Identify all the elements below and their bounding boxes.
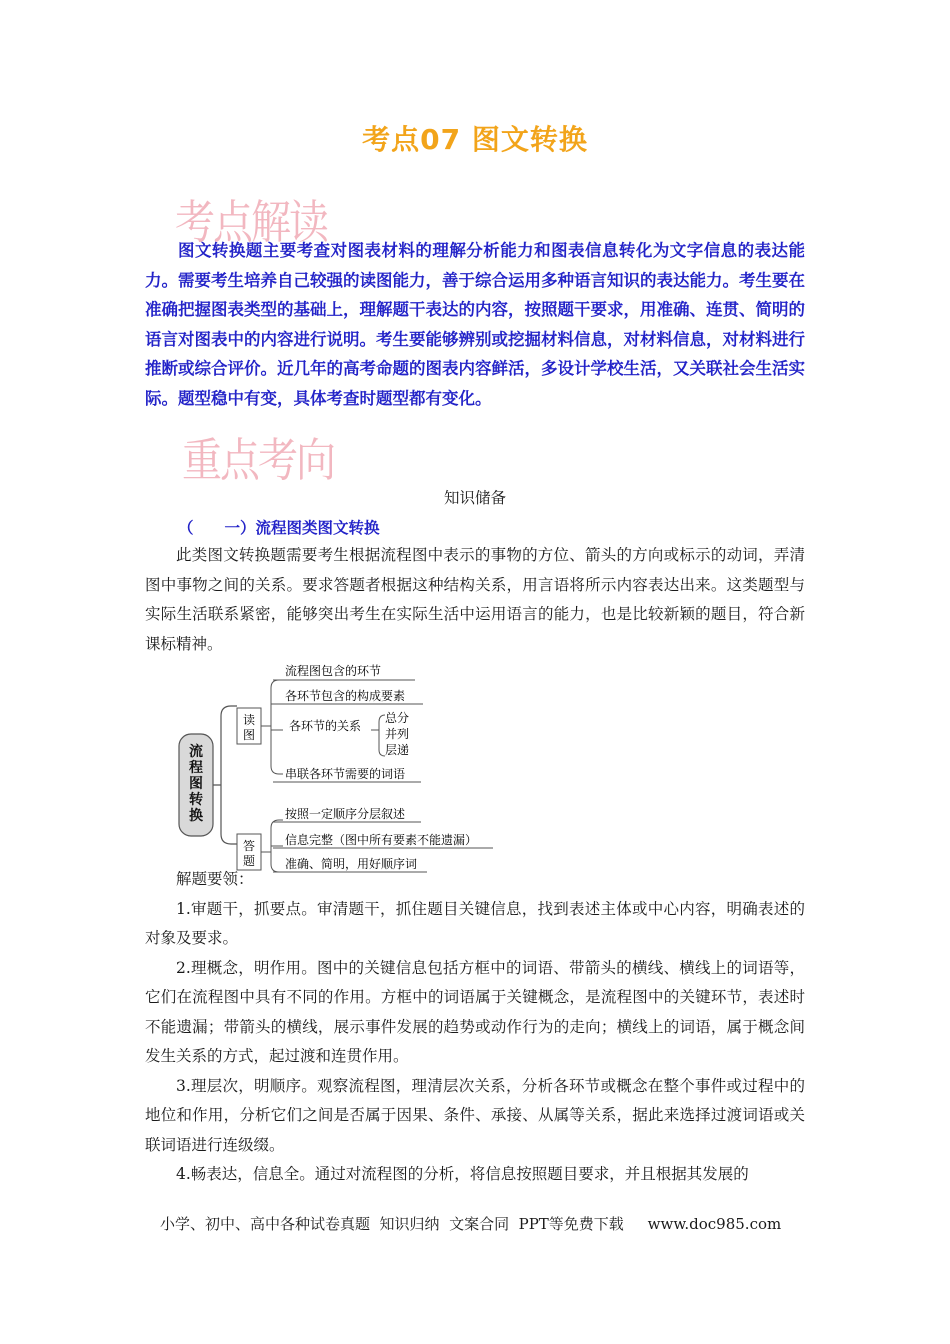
read-item-4: 串联各环节需要的词语 [285,767,406,781]
intro-block [145,236,805,413]
root-node-char: 程 [189,760,203,776]
tip-2: 2.理概念，明作用。图中的关键信息包括方框中的词语、带箭头的横线、横线上的词语等，它们在流程图中具有不同的作用。方框中的词语属于关键概念，是流程图中的关键环节，表述时不能遗漏；带箭头的横线，展示事件发展的趋势或动作行为的走向；横线上的词语，属于概念间发生关系的方式，起过渡和连贯作用。 [145,958,805,1065]
root-connector [213,706,237,844]
tips-block [145,865,805,1190]
relation-type-1: 总分 [385,711,410,725]
read-item-1: 流程图包含的环节 [285,664,382,678]
read-node-label-2: 图 [242,728,256,742]
root-node-label [189,743,203,824]
relation-type-2: 并列 [385,727,410,741]
relation-bracket [371,715,385,756]
intro-paragraph: 图文转换题主要考查对图表材料的理解分析能力和图表信息转化为文字信息的表达能力。需要考生培养自己较强的读图能力，善于综合运用多种语言知识的表达能力。考生要在准确把握图表类型的基础上，理解题干表达的内容，按照题干要求，用准确、连贯、简明的语言对图表中的内容进行说明。考生要能够辨别或挖掘材料信息，对材料信息，对材料进行推断或综合评价。近几年的高考命题的图表内容鲜活，多设计学校生活，又关联社会生活实际。题型稳中有变，具体考查时题型都有变化。 [145,241,805,408]
page-title: 考点07 图文转换 [362,123,588,156]
root-node-char: 转 [189,792,203,808]
section-body [145,541,805,659]
answer-item-2: 信息完整（图中所有要素不能遗漏） [285,833,478,847]
read-node-label-1: 读 [242,713,256,727]
root-node-char: 流 [189,744,203,760]
read-item-2: 各环节包含的构成要素 [285,689,406,703]
tip-4: 4.畅表达，信息全。通过对流程图的分析，将信息按照题目要求，并且根据其发展的 [176,1165,749,1183]
root-node-char: 换 [189,808,203,824]
section-paragraph: 此类图文转换题需要考生根据流程图中表示的事物的方位、箭头的方向或标示的动词，弄清图中事物之间的关系。要求答题者根据这种结构关系，用言语将所示内容表达出来。这类题型与实际生活联系紧密，能够突出考生在实际生活中运用语言的能力，也是比较新颖的题目，符合新课标精神。 [145,546,805,653]
tip-1: 1.审题干，抓要点。审清题干，抓住题目关键信息，找到表述主体或中心内容，明确表述的对象及要求。 [145,899,805,947]
flowchart-diagram [175,658,505,876]
relation-type-3: 层递 [385,743,410,757]
knowledge-title: 知识储备 [443,489,506,507]
answer-node-label-2: 题 [242,854,256,868]
footer-ad: 小学、初中、高中各种试卷真题 知识归纳 文案合同 PPT等免费下载 www.doc985.com [160,1215,782,1233]
section-banner-interpretation: 考点解读 [175,196,327,250]
tips-heading: 解题要领： [176,870,254,888]
root-node-char: 图 [189,776,203,792]
section-banner-focus: 重点考向 [182,434,334,488]
read-item-3: 各环节的关系 [289,719,362,733]
section-heading: （ 一）流程图类图文转换 [178,519,380,537]
read-branch-lines [261,680,283,774]
answer-node-label-1: 答 [242,839,256,853]
tip-3: 3.理层次，明顺序。观察流程图，理清层次关系，分析各环节或概念在整个事件或过程中的地位和作用，分析它们之间是否属于因果、条件、承接、从属等关系，据此来选择过渡词语或关联词语进行连级缀。 [145,1076,805,1154]
answer-item-3: 准确、简明，用好顺序词 [285,857,418,871]
answer-item-1: 按照一定顺序分层叙述 [285,807,406,821]
